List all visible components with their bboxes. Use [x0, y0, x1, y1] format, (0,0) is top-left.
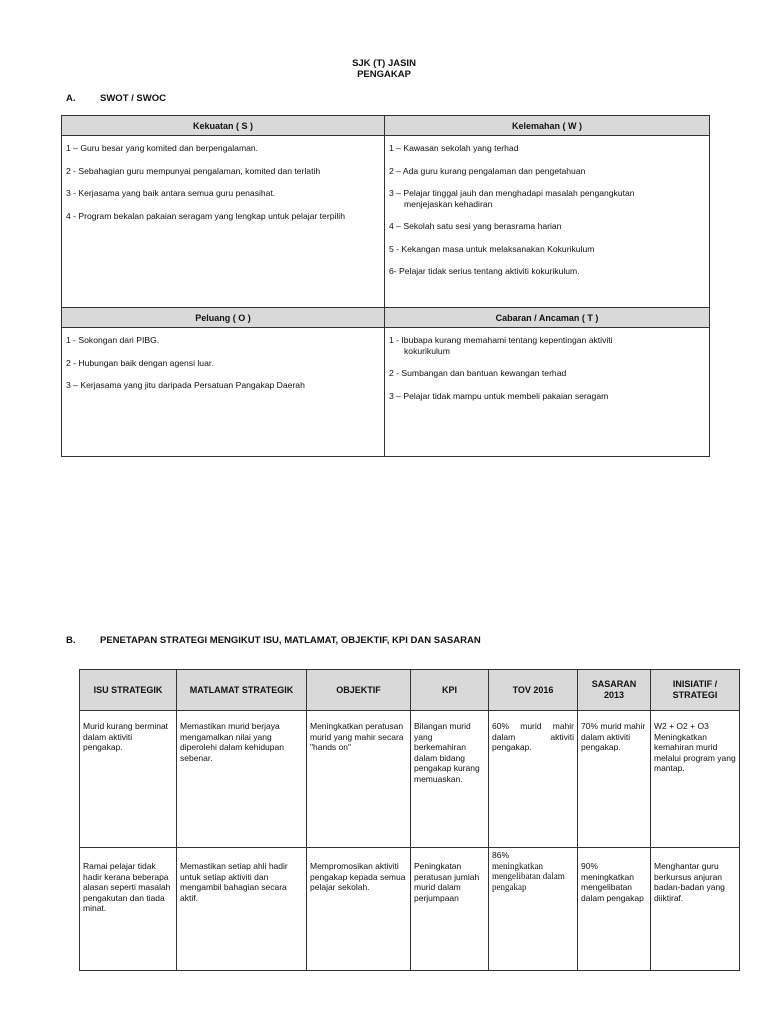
cell-sasaran: 70% murid mahir dalam aktiviti pengakap.: [578, 711, 651, 848]
weakness-item: [389, 188, 705, 209]
threats-cell: [385, 328, 710, 457]
school-name: SJK (T) JASIN: [352, 58, 416, 69]
strength-item: 2 - Sebahagian guru mempunyai pengalaman, komited dan terlatih: [66, 165, 321, 176]
cell-kpi: Peningkatan peratusan jumlah murid dalam perjumpaan: [411, 848, 489, 971]
col-matlamat-strategik: MATLAMAT STRATEGIK: [177, 670, 307, 711]
opportunity-item: 2 - Hubungan baik dengan agensi luar.: [66, 357, 214, 368]
col-sasaran-2013: SASARAN 2013: [578, 670, 651, 711]
weakness-item: 1 – Kawasan sekolah yang terhad: [389, 143, 519, 153]
weaknesses-header: Kelemahan ( W ): [385, 116, 710, 136]
opportunity-item: 3 – Kerjasama yang jitu daripada Persatuan Pangakap Daerah: [66, 380, 305, 390]
weakness-item: 4 – Sekolah satu sesi yang berasrama harian: [389, 221, 562, 231]
cell-sasaran: 90% meningkatkan mengelibatan dalam pengakap: [578, 848, 651, 971]
strength-item: 3 - Kerjasama yang baik antara semua guru penasihat.: [66, 188, 276, 198]
cell-kpi: Bilangan murid yang berkemahiran dalam bidang pengakap kurang memuaskan.: [411, 711, 489, 848]
cell-inisiatif: Menghantar guru berkursus anjuran badan-badan yang diiktiraf.: [651, 848, 740, 971]
cell-isu: Ramai pelajar tidak hadir kerana beberapa alasan seperti masalah pengakutan dan tiada minat.: [80, 848, 177, 971]
col-isu-strategik: ISU STRATEGIK: [80, 670, 177, 711]
unit-name: PENGAKAP: [357, 69, 411, 80]
col-objektif: OBJEKTIF: [307, 670, 411, 711]
tov-percent: 86%: [492, 850, 510, 860]
strengths-cell: [62, 136, 385, 308]
weakness-text: 3 – Pelajar tinggal jauh dan menghadapi masalah pengangkutan: [389, 188, 635, 198]
cell-matlamat: Memastikan murid berjaya mengamalkan nilai yang diperolehi dalam kehidupan sebenar.: [177, 711, 307, 848]
opportunity-item: 1 - Sokongan dari PIBG.: [66, 335, 160, 345]
cell-tov: [489, 848, 578, 971]
section-a-heading: [66, 93, 166, 104]
swot-table: [61, 115, 710, 457]
strength-item: 1 – Guru besar yang komited dan berpengalaman.: [66, 143, 259, 153]
cell-objektif: Mempromosikan aktiviti pengakap kepada semua pelajar sekolah.: [307, 848, 411, 971]
weakness-item: 2 – Ada guru kurang pengalaman dan pengetahuan: [389, 165, 586, 176]
opportunities-cell: [62, 328, 385, 457]
inisiatif-text: Meningkatkan kemahiran murid melalui program yang mantap.: [654, 731, 736, 773]
cell-matlamat: Memastikan setiap ahli hadir untuk setiap aktiviti dan mengambil bahagian secara aktif.: [177, 848, 307, 971]
col-inisiatif-strategi: INISIATIF / STRATEGI: [651, 670, 740, 711]
cell-inisiatif: [651, 711, 740, 848]
strategy-table: [79, 669, 740, 971]
strength-item: 4 - Program bekalan pakaian seragam yang lengkap untuk pelajar terpilih: [66, 210, 345, 221]
threats-header: Cabaran / Ancaman ( T ): [385, 308, 710, 328]
col-kpi: KPI: [411, 670, 489, 711]
threat-item: 2 - Sumbangan dan bantuan kewangan terhad: [389, 368, 567, 378]
table-row: [80, 711, 740, 848]
threat-continuation: kokurikulum: [404, 345, 450, 356]
table-row: [80, 848, 740, 971]
weaknesses-cell: [385, 136, 710, 308]
section-b-heading: [66, 635, 481, 646]
threat-text: 1 - Ibubapa kurang memahami tentang kepentingan aktiviti: [389, 335, 613, 345]
section-a-title: SWOT / SWOC: [100, 93, 166, 104]
section-b-title: PENETAPAN STRATEGI MENGIKUT ISU, MATLAMAT, OBJEKTIF, KPI DAN SASARAN: [100, 635, 481, 646]
section-a-label: A.: [66, 93, 76, 104]
weakness-continuation: menjejaskan kehadiran: [404, 198, 493, 209]
section-b-label: B.: [66, 635, 76, 646]
col-tov-2016: TOV 2016: [489, 670, 578, 711]
cell-tov: 60% murid mahir dalam aktiviti pengakap.: [489, 711, 578, 848]
cell-objektif: Meningkatkan peratusan murid yang mahir secara "hands on": [307, 711, 411, 848]
cell-isu: Murid kurang berminat dalam aktiviti pengakap.: [80, 711, 177, 848]
weakness-item: 6- Pelajar tidak serius tentang aktiviti kokurikulum.: [389, 266, 580, 276]
weakness-item: 5 - Kekangan masa untuk melaksanakan Kokurikulum: [389, 243, 595, 254]
opportunities-header: Peluang ( O ): [62, 308, 385, 328]
strengths-header: Kekuatan ( S ): [62, 116, 385, 136]
inisiatif-code: W2 + O2 + O3: [654, 721, 709, 731]
threat-item: [389, 335, 705, 356]
tov-text: meningkatkan mengelibatan dalam pengakap: [492, 860, 565, 892]
threat-item: 3 – Pelajar tidak mampu untuk membeli pakaian seragam: [389, 390, 609, 401]
